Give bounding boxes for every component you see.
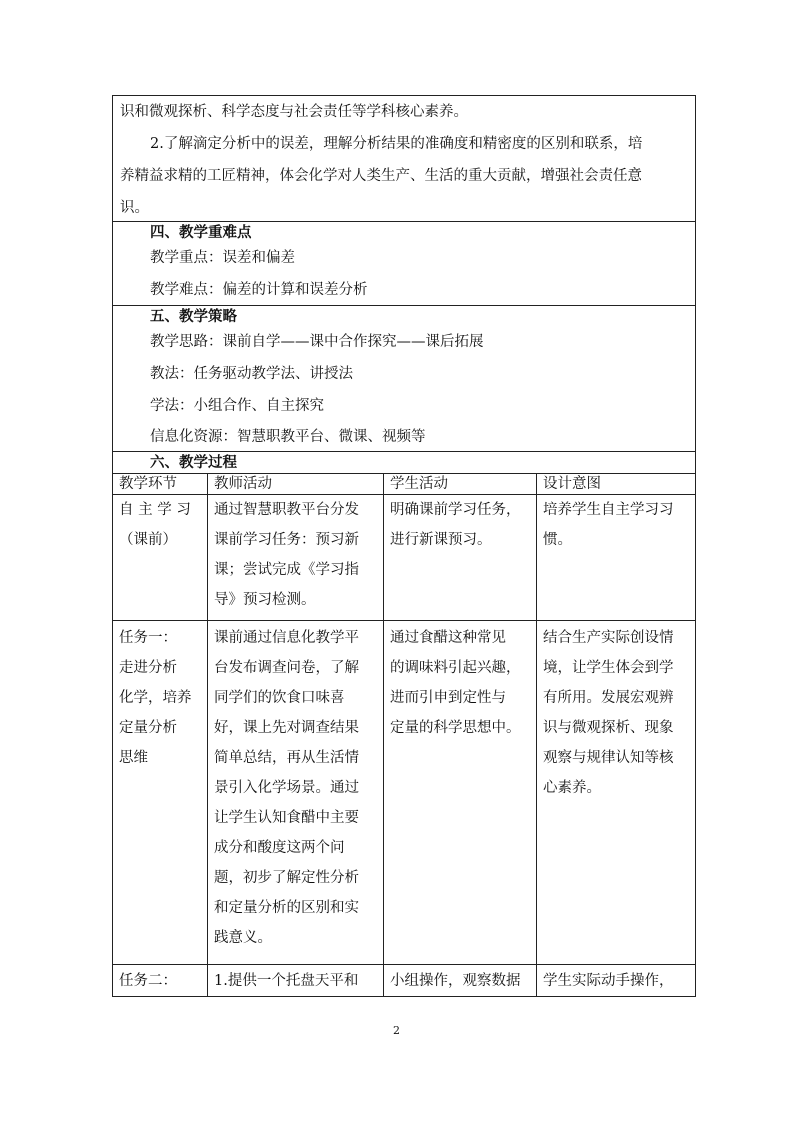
row2-intent: 结合生产实际创设情 境，让学生体会到学 有所用。发展宏观辨 识与微观探析、现象 观察与规律认知等核 心素养。: [543, 630, 674, 796]
header-teacher: 教师活动: [214, 476, 272, 492]
section5-resources: 信息化资源：智慧职教平台、微课、视频等: [150, 429, 426, 445]
objectives-line-1: 识和微观探析、科学态度与社会责任等学科核心素养。: [120, 104, 468, 120]
objectives-item-2-line-1: 2.了解滴定分析中的误差，理解分析结果的准确度和精密度的区别和联系，培: [150, 136, 643, 152]
row2-teacher: 课前通过信息化教学平 台发布调查问卷，了解 同学们的饮食口味喜 好，课上先对调查结果 简单总结，再从生活情 景引入化学场景。通过 让学生认知食醋中主要 成分和酸度这两个问 题，初步了解定性分析 和定量分析的区别和实 践意义。: [214, 630, 359, 946]
section5-learning-method: 学法：小组合作、自主探究: [150, 398, 324, 414]
row3-stage: 任务二：: [119, 973, 177, 989]
row2-stage: 任务一： 走进分析 化学，培养 定量分析 思维: [119, 630, 192, 766]
row1-intent: 培养学生自主学习习 惯。: [543, 502, 674, 548]
section5-approach: 教学思路：课前自学——课中合作探究——课后拓展: [150, 334, 484, 350]
section6-title: 六、教学过程: [150, 455, 237, 471]
row3-intent: 学生实际动手操作，: [543, 973, 674, 989]
objectives-item-2-line-2: 养精益求精的工匠精神，体会化学对人类生产、生活的重大贡献，增强社会责任意: [120, 168, 642, 184]
row3-teacher: 1.提供一个托盘天平和: [214, 973, 359, 989]
section5-title: 五、教学策略: [150, 309, 237, 325]
row1-student: 明确课前学习任务， 进行新课预习。: [390, 502, 521, 548]
page-number: 2: [393, 1024, 400, 1037]
section4-title: 四、教学重难点: [150, 225, 252, 241]
header-stage: 教学环节: [119, 476, 177, 492]
section4-difficulty: 教学难点：偏差的计算和误差分析: [150, 282, 368, 298]
header-student: 学生活动: [390, 476, 448, 492]
row1-stage: 自 主 学 习 （课前）: [119, 502, 191, 548]
objectives-item-2-line-3: 识。: [120, 200, 149, 216]
section5-teaching-method: 教法：任务驱动教学法、讲授法: [150, 366, 353, 382]
header-intent: 设计意图: [543, 476, 601, 492]
section4-key-point: 教学重点：误差和偏差: [150, 250, 295, 266]
row1-teacher: 通过智慧职教平台分发 课前学习任务：预习新 课；尝试完成《学习指 导》预习检测。: [214, 502, 359, 608]
row3-student: 小组操作，观察数据: [390, 973, 521, 989]
row2-student: 通过食醋这种常见 的调味料引起兴趣， 进而引申到定性与 定量的科学思想中。: [390, 630, 521, 736]
